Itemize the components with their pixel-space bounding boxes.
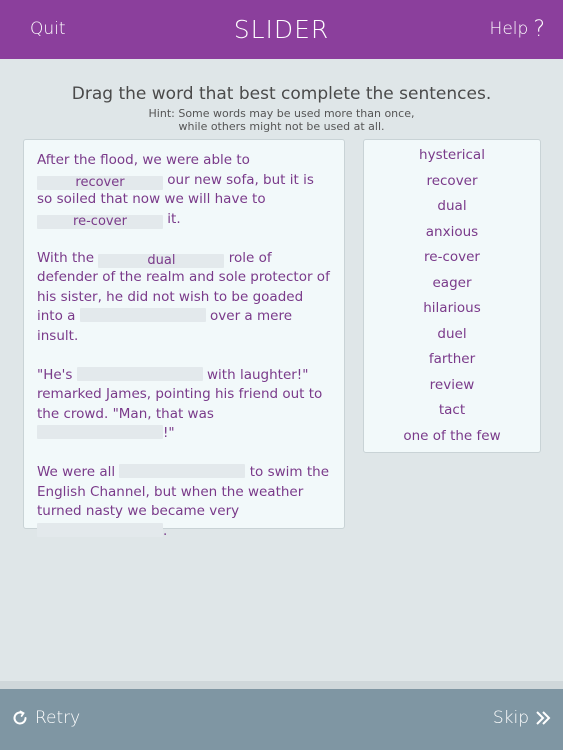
sentence-text: with laughter!" remarked James, pointing his friend out to the crowd. "Man, that was xyxy=(37,366,323,422)
sentence-text: over a mere insult. xyxy=(37,308,293,344)
sentence-text: our new sofa, but it is so soiled that now we will have to xyxy=(37,171,314,207)
answer-blank[interactable] xyxy=(37,425,163,439)
word-tile[interactable]: hilarious xyxy=(423,300,481,316)
sentence-text: . xyxy=(163,522,168,539)
sentence-text: to swim the English Channel, but when the weather turned nasty we became very xyxy=(37,464,330,519)
sentence-3 xyxy=(37,366,333,444)
retry-button[interactable] xyxy=(11,708,80,728)
answer-blank[interactable] xyxy=(77,367,203,381)
skip-button[interactable] xyxy=(493,708,551,728)
top-bar xyxy=(0,0,563,59)
sentence-text: We were all xyxy=(37,464,116,480)
answer-blank[interactable]: re-cover xyxy=(37,215,163,229)
help-label: Help xyxy=(489,19,529,39)
hint-line-1: Hint: Some words may be used more than once, xyxy=(148,107,415,120)
word-tile[interactable]: review xyxy=(429,377,475,393)
question-icon: ? xyxy=(533,17,545,42)
app-title: SLIDER xyxy=(233,15,330,44)
word-tile[interactable]: anxious xyxy=(425,224,479,240)
instruction-text: Drag the word that best complete the sentences. xyxy=(71,84,492,104)
word-tile[interactable]: re-cover xyxy=(424,249,480,265)
word-bank xyxy=(363,139,541,453)
double-chevron-right-icon xyxy=(535,710,551,726)
sentence-text: role of defender of the realm and sole protector of his sister, he did not wish to be goaded into a xyxy=(37,249,330,324)
word-tile[interactable]: one of the few xyxy=(403,428,501,444)
answer-blank[interactable] xyxy=(37,523,163,537)
hint-line-2: while others might not be used at all. xyxy=(178,120,385,133)
word-tile[interactable]: dual xyxy=(437,198,467,214)
word-tile[interactable]: eager xyxy=(432,275,472,291)
sentence-text: After the flood, we were able to xyxy=(37,152,250,168)
sentence-2 xyxy=(37,249,333,347)
quit-button[interactable]: Quit xyxy=(30,19,66,39)
skip-label: Skip xyxy=(492,708,529,728)
sentence-panel xyxy=(23,139,345,539)
word-tile[interactable]: recover xyxy=(426,173,478,189)
retry-label: Retry xyxy=(35,708,81,728)
word-tile[interactable]: farther xyxy=(428,351,476,367)
answer-blank[interactable]: dual xyxy=(98,254,224,268)
sentence-text: "He's xyxy=(37,366,73,383)
answer-blank[interactable]: recover xyxy=(37,176,163,190)
sentence-text: it. xyxy=(167,210,181,227)
footer-divider xyxy=(0,681,563,689)
hint-text xyxy=(0,107,563,133)
sentence-text: !" xyxy=(163,425,175,441)
sentences xyxy=(37,151,333,561)
answer-blank[interactable] xyxy=(80,308,206,322)
word-tile[interactable]: duel xyxy=(437,326,467,342)
retry-icon xyxy=(11,709,29,727)
help-button[interactable] xyxy=(490,17,545,42)
sentence-4 xyxy=(37,463,333,541)
answer-blank[interactable] xyxy=(119,464,245,478)
word-tile[interactable]: tact xyxy=(438,402,466,418)
sentence-1 xyxy=(37,151,333,229)
bottom-bar xyxy=(0,689,563,750)
sentence-text: With the xyxy=(37,249,95,266)
word-tile[interactable]: hysterical xyxy=(419,147,485,163)
